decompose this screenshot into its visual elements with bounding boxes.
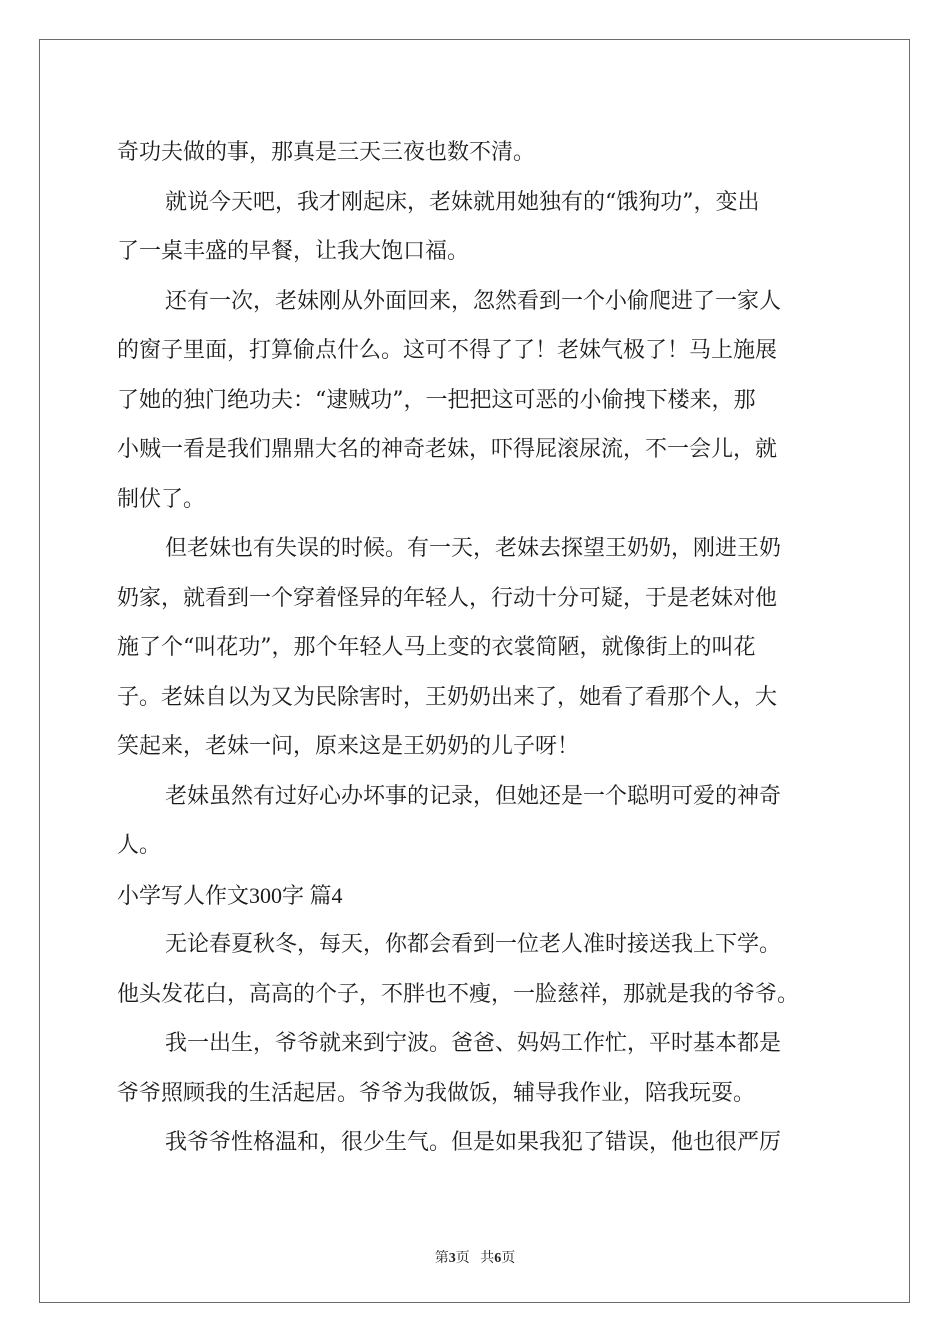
- text-line: 子。老妹自以为又为民除害时，王奶奶出来了，她看了看那个人，大: [117, 684, 778, 710]
- text-line: 施了个“叫花功”，那个年轻人马上变的衣裳简陋，就像街上的叫花: [117, 635, 756, 660]
- footer-prefix: 第: [434, 1251, 449, 1266]
- section-heading: 小学写人作文300字 篇4: [117, 882, 343, 908]
- total-pages: 6: [494, 1251, 502, 1266]
- footer-page-suffix: 页: [455, 1251, 470, 1266]
- text-line: 了一桌丰盛的早餐，让我大饱口福。: [117, 239, 470, 264]
- document-body: [117, 128, 837, 1168]
- footer-total-suffix: 页: [501, 1251, 516, 1266]
- paragraph-start: 但老妹也有失误的时候。有一天，老妹去探望王奶奶，刚进王奶: [165, 536, 782, 561]
- text-line: 奶家，就看到一个穿着怪异的年轻人，行动十分可疑，于是老妹对他: [117, 585, 778, 611]
- paragraph-start: 无论春夏秋冬，每天，你都会看到一位老人准时接送我上下学。: [165, 932, 782, 957]
- text-line: 人。: [117, 833, 162, 858]
- paragraph-start: 就说今天吧，我才刚起床，老妹就用她独有的“饿狗功”，变出: [165, 189, 760, 215]
- text-line: 笑起来，老妹一问，原来这是王奶奶的儿子呀！: [117, 734, 580, 759]
- page-footer: [0, 1247, 950, 1267]
- text-line: 爷爷照顾我的生活起居。爷爷为我做饭，辅导我作业，陪我玩耍。: [117, 1080, 756, 1106]
- text-line: 制伏了。: [117, 486, 206, 512]
- page-number: 3: [448, 1251, 456, 1266]
- paragraph-start: 我一出生，爷爷就来到宁波。爸爸、妈妈工作忙，平时基本都是: [165, 1031, 782, 1056]
- paragraph-start: 老妹虽然有过好心办坏事的记录，但她还是一个聪明可爱的神奇: [165, 783, 782, 809]
- footer-total-prefix: 共: [480, 1251, 495, 1266]
- text-line: 小贼一看是我们鼎鼎大名的神奇老妹，吓得屁滚尿流，不一会儿，就: [117, 437, 778, 462]
- text-line: 的窗子里面，打算偷点什么。这可不得了了！老妹气极了！马上施展: [117, 338, 778, 363]
- paragraph-start: 还有一次，老妹刚从外面回来，忽然看到一个小偷爬进了一家人: [165, 288, 782, 314]
- text-line: 他头发花白，高高的个子，不胖也不瘦，一脸慈祥，那就是我的爷爷。: [117, 981, 800, 1007]
- paragraph-start: 我爷爷性格温和，很少生气。但是如果我犯了错误，他也很严厉: [165, 1130, 782, 1155]
- text-line: 奇功夫做的事，那真是三天三夜也数不清。: [117, 140, 536, 165]
- text-line: 了她的独门绝功夫：“逮贼功”，一把把这可恶的小偷拽下楼来，那: [117, 387, 756, 413]
